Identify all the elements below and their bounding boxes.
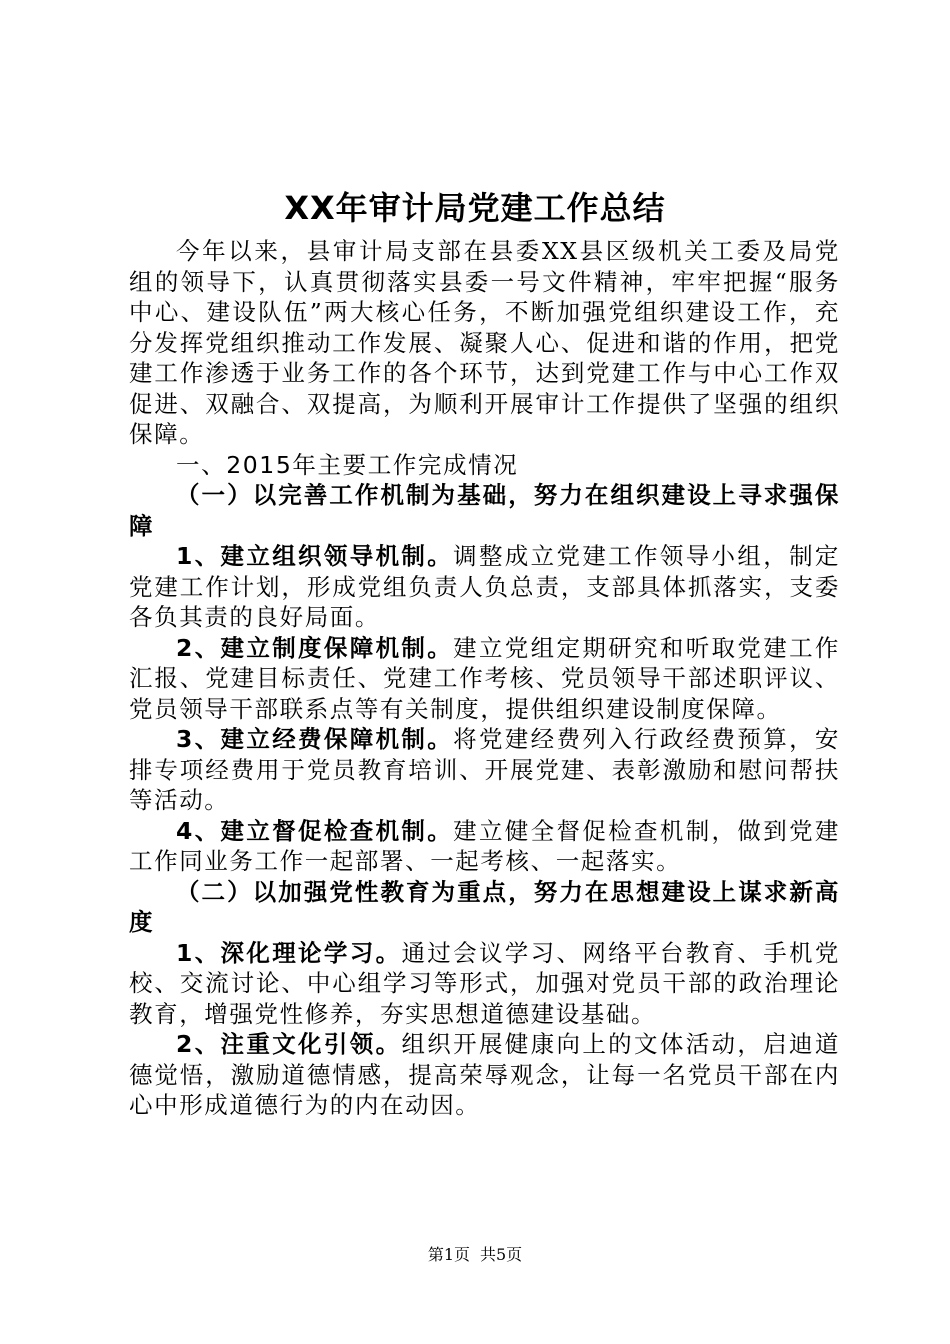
item-text: 调整成立党建工作领导小组，制定党建工作计划，形成党组负责人负总责，支部具体抓落实，支委各负其责的良好局面。 (129, 542, 841, 631)
item-lead: 2、建立制度保障机制。 (176, 633, 454, 662)
item-lead: 4、建立督促检查机制。 (176, 816, 454, 845)
item-text: 组织开展健康向上的文体活动，启迪道德觉悟，激励道德情感，提高荣辱观念，让每一名党员干部在内心中形成道德行为的内在动因。 (129, 1030, 840, 1119)
item-text: 建立党组定期研究和听取党建工作汇报、党建目标责任、党建工作考核、党员领导干部述职评议、党员领导干部联系点等有关制度，提供组织建设制度保障。 (129, 633, 841, 723)
list-item (129, 724, 840, 816)
document-title: XX年审计局党建工作总结 (284, 189, 666, 227)
list-item (129, 1029, 840, 1121)
item-lead: 1、深化理论学习。 (176, 938, 402, 967)
item-lead: 2、注重文化引领。 (176, 1030, 402, 1058)
item-lead: 3、建立经费保障机制。 (176, 725, 454, 753)
intro-paragraph: 今年以来，县审计局支部在县委XX县区级机关工委及局党组的领导下，认真贯彻落实县委一号文件精神，牢牢把握“服务中心、建设队伍”两大核心任务，不断加强党组织建设工作，充分发挥党组织推动工作发展、凝聚人心、促进和谐的作用，把党建工作渗透于业务工作的各个环节，达到党建工作与中心工作双促进、双融合、双提高，为顺利开展审计工作提供了坚强的组织保障。 (129, 237, 840, 448)
section-heading: 一、2015年主要工作完成情况 (176, 450, 519, 479)
list-item (129, 633, 840, 725)
subsection-heading-2: （二）以加强党性教育为重点，努力在思想建设上谋求新高度 (129, 877, 840, 936)
document-body (129, 236, 840, 1121)
item-lead: 1、建立组织领导机制。 (176, 542, 454, 570)
page-number: 第1页 (427, 1245, 470, 1264)
item-text: 将党建经费列入行政经费预算，安排专项经费用于党员教育培训、开展党建、表彰激励和慰问帮扶等活动。 (129, 725, 841, 814)
list-item (129, 938, 840, 1030)
item-text: 建立健全督促检查机制，做到党建工作同业务工作一起部署、一起考核、一起落实。 (129, 816, 841, 875)
item-text: 通过会议学习、网络平台教育、手机党校、交流讨论、中心组学习等形式，加强对党员干部的政治理论教育，增强党性修养，夯实思想道德建设基础。 (129, 938, 840, 1028)
subsection-heading-1: （一）以完善工作机制为基础，努力在组织建设上寻求强保障 (129, 481, 840, 540)
page-total: 共5页 (480, 1245, 523, 1264)
list-item (129, 541, 840, 633)
page-footer (0, 1244, 950, 1266)
list-item (129, 816, 840, 877)
